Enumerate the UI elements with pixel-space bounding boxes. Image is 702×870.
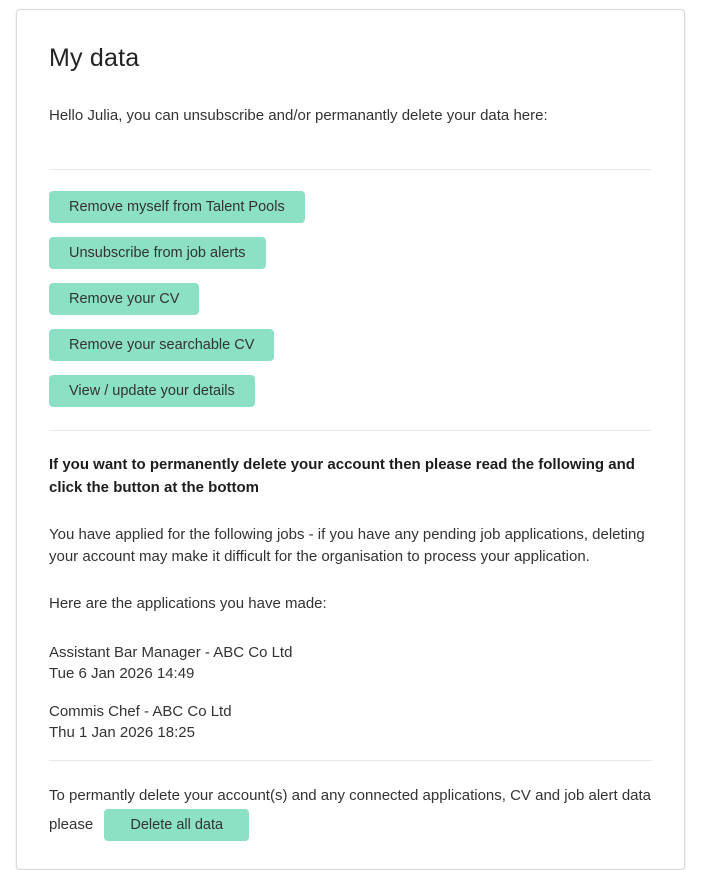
divider-top [49,169,652,170]
divider-middle [49,430,652,431]
divider-bottom [49,760,652,761]
applications-intro: Here are the applications you have made: [49,595,327,612]
application-date: Thu 1 Jan 2026 18:25 [49,724,195,741]
pending-applications-warning: You have applied for the following jobs - if you have any pending job applications, deleting your account may make it difficult for the organisation to process your application. [49,526,645,565]
unsubscribe-job-alerts-button[interactable]: Unsubscribe from job alerts [49,237,266,269]
greeting-text: Hello Julia, you can unsubscribe and/or permanantly delete your data here: [49,107,548,124]
application-item [49,701,652,743]
delete-footer [49,783,652,841]
button-row [49,191,652,223]
view-update-details-button[interactable]: View / update your details [49,375,255,407]
button-row [49,375,652,407]
page-title: My data [49,44,140,72]
button-row [49,283,652,315]
delete-footer-text: To permantly delete your account(s) and any connected applications, CV and job alert data please [49,787,652,833]
application-title: Assistant Bar Manager - ABC Co Ltd [49,644,293,661]
my-data-card [16,9,685,870]
button-row [49,329,652,361]
delete-all-data-button[interactable]: Delete all data [104,809,249,841]
delete-warning-heading: If you want to permanently delete your account then please read the following and click the button at the bottom [49,456,635,496]
remove-cv-button[interactable]: Remove your CV [49,283,199,315]
application-date: Tue 6 Jan 2026 14:49 [49,665,195,682]
remove-searchable-cv-button[interactable]: Remove your searchable CV [49,329,274,361]
remove-talent-pools-button[interactable]: Remove myself from Talent Pools [49,191,305,223]
application-item [49,642,652,684]
action-button-stack [49,191,652,407]
application-title: Commis Chef - ABC Co Ltd [49,703,232,720]
button-row [49,237,652,269]
